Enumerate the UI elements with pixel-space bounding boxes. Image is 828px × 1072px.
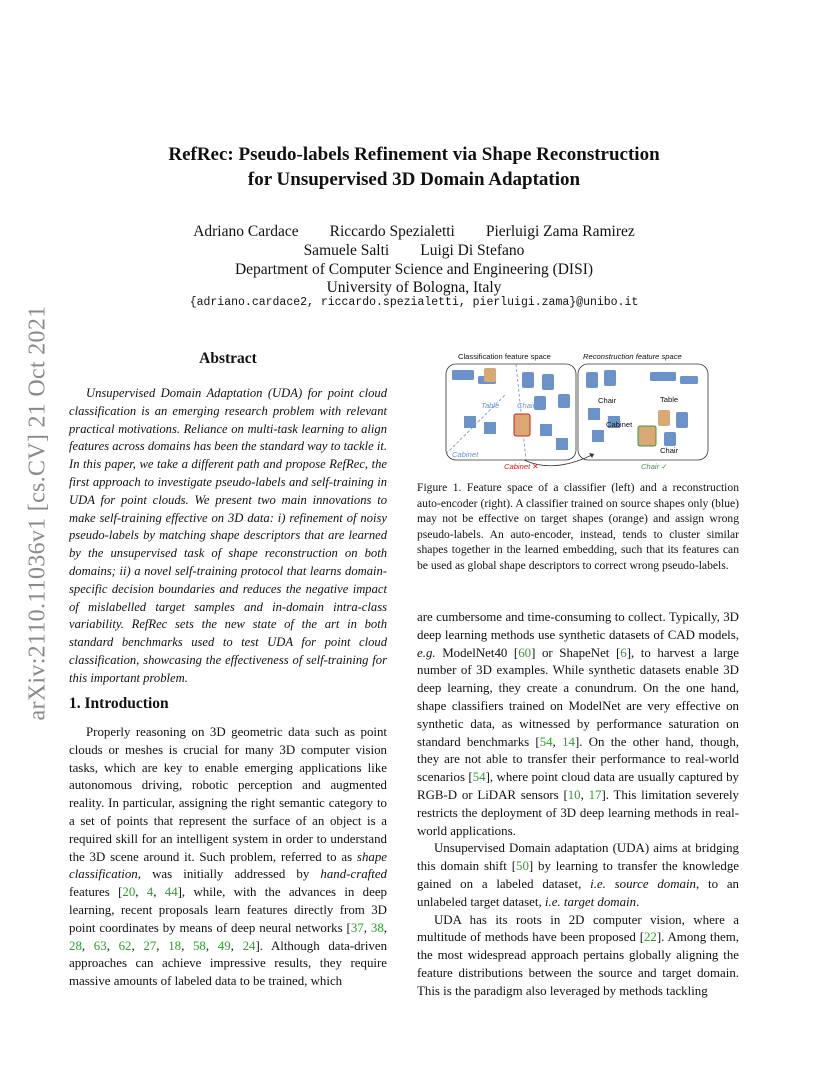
citation[interactable]: 49 xyxy=(217,938,231,953)
citation[interactable]: 17 xyxy=(588,787,602,802)
citation[interactable]: 4 xyxy=(146,885,154,900)
citation[interactable]: 24 xyxy=(242,938,256,953)
citation[interactable]: 20 xyxy=(122,885,136,900)
figure-left-title: Classification feature space xyxy=(458,352,551,361)
citation[interactable]: 37 xyxy=(350,920,364,935)
intro-paragraph-1: Properly reasoning on 3D geometric data such as point clouds or meshes is crucial for many 3D computer vision tasks, which are key to enable emerging applications like autonomous driving, robotic perception and augmented reality. In particular, assigning the right semantic category to a set of points that represent the surface of an object is a required skill for an intelligent system in order to understand the 3D scene around it. Such problem, referred to as shape classification, was initially addressed by hand-crafted features [20, 4, 44], while, with the advances in deep learning, recent proposals learn features directly from 3D point coordinates by means of deep neural networks [37, 38, 28, 63, 62, 27, 18, 58, 49, 24]. Although data-driven approaches can achieve impressive results, they require massive amounts of labeled data to be trained, which xyxy=(69,725,388,989)
introduction-heading: 1. Introduction xyxy=(69,695,169,712)
intro-paragraph-3: Unsupervised Domain adaptation (UDA) aims at bridging this domain shift [50] by learning to transfer the knowledge gained on a labeled dataset, i.e. source domain, to an unlabeled target dataset, i.e. target domain. xyxy=(417,841,739,909)
citation[interactable]: 38 xyxy=(370,920,384,935)
cabinet-shape xyxy=(592,430,604,442)
citation[interactable]: 62 xyxy=(118,938,132,953)
chair-shape xyxy=(676,412,688,428)
title-line-1: RefRec: Pseudo-labels Refinement via Shape Reconstruction xyxy=(168,144,660,165)
arrow-head xyxy=(589,453,594,458)
label-wrong-pseudo-label: Cabinet ✕ xyxy=(504,462,539,471)
citation[interactable]: 44 xyxy=(164,885,178,900)
label-cabinet-right: Cabinet xyxy=(606,420,633,429)
citation[interactable]: 14 xyxy=(562,734,575,749)
label-corrected-pseudo-label: Chair ✓ xyxy=(641,462,668,471)
table-shape xyxy=(452,370,474,380)
cabinet-shape xyxy=(556,438,568,450)
chair-shape xyxy=(604,370,616,386)
abstract-heading: Abstract xyxy=(199,350,257,367)
figure-1-caption: Figure 1. Feature space of a classifier (left) and a reconstruction auto-encoder (right). A classifier trained on source shapes only (blue) may not be effective on target shapes (orange) and assign wrong pseudo-labels. An auto-encoder, instead, tends to cluster similar shapes together in the learned embedding, such that its features can be used as global shape descriptors to correct wrong pseudo-labels. xyxy=(417,481,739,572)
label-cabinet-left: Cabinet xyxy=(452,450,479,459)
introduction-right-column xyxy=(417,609,739,1001)
corrected-shape xyxy=(638,426,656,446)
label-table-right: Table xyxy=(660,395,679,404)
affiliation-line-2: University of Bologna, Italy xyxy=(326,279,502,296)
affiliation-line-1: Department of Computer Science and Engineering (DISI) xyxy=(234,261,594,278)
citation[interactable]: 10 xyxy=(567,787,581,802)
citation[interactable]: 63 xyxy=(93,938,107,953)
citation[interactable]: 58 xyxy=(192,938,206,953)
authors-line-2: Samuele Salti Luigi Di Stefano xyxy=(303,242,525,259)
chair-shape xyxy=(558,394,570,408)
citation[interactable]: 54 xyxy=(539,734,553,749)
chair-shape xyxy=(522,372,534,388)
citation[interactable]: 60 xyxy=(518,645,532,660)
abstract-body: Unsupervised Domain Adaptation (UDA) for point cloud classification is an emerging research problem with relevant practical motivations. Reliance on multi-task learning to align features across domains has been the standard way to tackle it. In this paper, we take a different path and propose RefRec, the first approach to investigate pseudo-labels and self-training in UDA for point clouds. We present two main innovations to make self-training effective on 3D data: i) refinement of noisy pseudo-labels by matching shape descriptors that are learned by the unsupervised task of shape reconstruction on both domains; ii) a novel self-training protocol that learns domain-specific decision boundaries and reduces the negative impact of mislabelled target samples and in-domain intra-class variability. RefRec sets the new state of the art in both standard benchmarks used to test UDA for point cloud classification, showcasing the effectiveness of self-training for this important problem. xyxy=(69,386,387,685)
citation[interactable]: 6 xyxy=(620,645,627,660)
table-shape xyxy=(650,372,676,381)
cabinet-shape xyxy=(484,422,496,434)
cabinet-shape xyxy=(464,416,476,428)
author-emails: {adriano.cardace2, riccardo.spezialetti, pierluigi.zama}@unibo.it xyxy=(189,296,639,309)
label-chair-right-2: Chair xyxy=(660,446,679,455)
chair-shape xyxy=(586,372,598,388)
citation[interactable]: 27 xyxy=(143,938,157,953)
chair-shape xyxy=(534,396,546,410)
figure-1 xyxy=(444,350,712,472)
citation[interactable]: 28 xyxy=(69,938,82,953)
target-shape xyxy=(484,368,496,382)
mislabelled-shape xyxy=(514,414,530,436)
label-table-left: Table xyxy=(481,401,500,410)
cabinet-shape xyxy=(540,424,552,436)
intro-paragraph-2: are cumbersome and time-consuming to collect. Typically, 3D deep learning methods use synthetic datasets of CAD models, e.g. ModelNet40 [60] or ShapeNet [6], to harvest a large number of 3D examples. While synthetic datasets enable 3D deep learning, they create a conundrum. On the one hand, shape classifiers trained on ModelNet are very effective on synthetic data, as witnessed by performance saturation on standard benchmarks [54, 14]. On the other hand, though, they are not able to transfer their performance to real-world scenarios [54], where point cloud data are usually captured by RGB-D or LiDAR sensors [10, 17]. This limitation severely restricts the deployment of 3D deep learning methods in real-world applications. xyxy=(417,610,739,838)
chair-shape-target xyxy=(658,410,670,426)
chair-shape xyxy=(542,374,554,390)
citation[interactable]: 54 xyxy=(472,770,486,785)
label-chair-right-1: Chair xyxy=(598,396,617,405)
citation[interactable]: 22 xyxy=(643,930,657,945)
citation[interactable]: 18 xyxy=(168,938,182,953)
figure-right-title: Reconstruction feature space xyxy=(583,352,682,361)
authors-line-1: Adriano Cardace Riccardo Spezialetti Pierluigi Zama Ramirez xyxy=(193,223,635,240)
arxiv-stamp: arXiv:2110.11036v1 [cs.CV] 21 Oct 2021 xyxy=(24,305,51,720)
citation[interactable]: 50 xyxy=(516,859,529,874)
chair-shape xyxy=(664,432,676,446)
table-shape xyxy=(680,376,698,384)
intro-paragraph-4: UDA has its roots in 2D computer vision, where a multitude of methods have been proposed [22]. Among them, the most widespread approach pertains globally aligning the feature distributions between the source and target domain. This is the paradigm also leveraged by methods tackling xyxy=(417,912,739,998)
cabinet-shape xyxy=(588,408,600,420)
introduction-left-column xyxy=(69,724,387,991)
paper-title xyxy=(0,142,828,192)
label-chair-left: Chair xyxy=(517,401,536,410)
title-line-2: for Unsupervised 3D Domain Adaptation xyxy=(247,169,581,190)
